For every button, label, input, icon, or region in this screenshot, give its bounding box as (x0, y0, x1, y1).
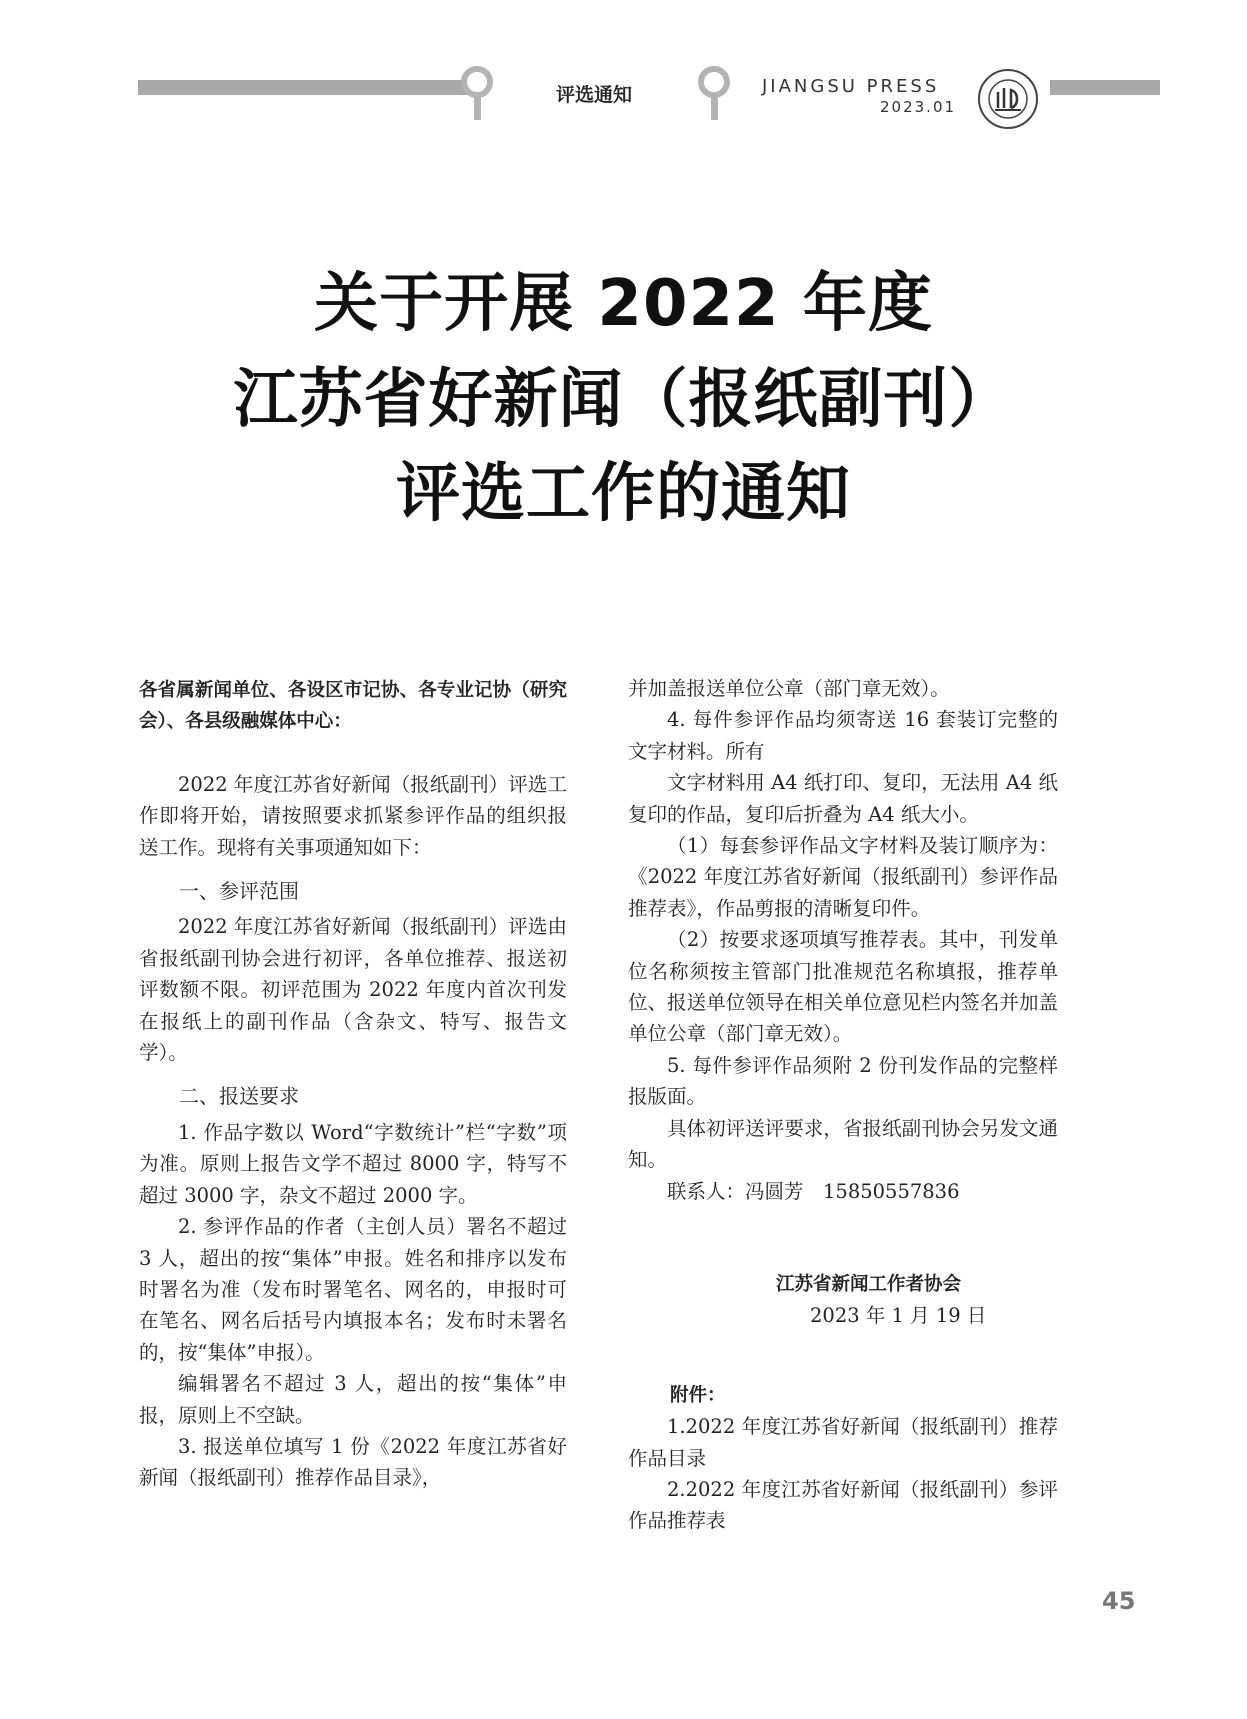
requirement-item-1: 1. 作品字数以 Word“字数统计”栏“字数”项为准。原则上报告文学不超过 8000 字，特写不超过 3000 字，杂文不超过 2000 字。 (139, 1120, 567, 1207)
sub-item-2: （2）按要求逐项填写推荐表。其中，刊发单位名称须按主管部门批准规范名称填报，推荐单位、报送单位领导在相关单位意见栏内签名并加盖单位公章（部门章无效）。 (628, 928, 1058, 1046)
left-column (139, 675, 567, 1494)
section-label: 评选通知 (556, 84, 633, 106)
title-line-2: 江苏省好新闻（报纸副刊） (233, 363, 1014, 437)
requirement-item-4: 4. 每件参评作品均须寄送 16 套装订完整的文字材料。所有 (628, 708, 1058, 763)
title-line-1: 关于开展 2022 年度 (314, 267, 933, 341)
title-line-3: 评选工作的通知 (396, 457, 851, 531)
requirement-item-4-continued: 文字材料用 A4 纸打印、复印，无法用 A4 纸复印的作品，复印后折叠为 A4 纸大小。 (628, 771, 1058, 826)
page-number: 45 (1102, 1587, 1136, 1615)
issue-date: 2023 年 1 月 19 日 (810, 1304, 987, 1328)
pin-stem-right (711, 96, 718, 120)
intro-paragraph: 2022 年度江苏省好新闻（报纸副刊）评选工作即将开始，请按照要求抓紧参评作品的组织报送工作。现将有关事项通知如下： (139, 772, 567, 859)
issue-number: 2023.01 (880, 98, 957, 116)
attachment-2: 2.2022 年度江苏省好新闻（报纸副刊）参评作品推荐表 (628, 1477, 1058, 1533)
section-heading-scope: 一、参评范围 (179, 879, 299, 904)
requirement-item-5: 5. 每件参评作品须附 2 份刊发作品的完整样报版面。 (628, 1053, 1058, 1109)
magazine-name: JIANGSU PRESS (762, 76, 940, 97)
attachments-label: 附件： (670, 1384, 726, 1406)
pin-stem-left (474, 96, 481, 120)
requirement-item-2-editor: 编辑署名不超过 3 人，超出的按“集体”申报，原则上不空缺。 (139, 1372, 567, 1427)
association-seal-logo (977, 68, 1039, 130)
item-3-continued: 并加盖报送单位公章（部门章无效）。 (628, 677, 950, 700)
pin-ornament-right (698, 66, 730, 98)
notice-paragraph: 具体初评送评要求，省报纸副刊协会另发文通知。 (628, 1116, 1058, 1172)
section-heading-requirements: 二、报送要求 (179, 1084, 299, 1109)
contact-line: 联系人：冯圆芳 15850557836 (667, 1179, 960, 1203)
recipients: 各省属新闻单位、各设区市记协、各专业记协（研究会）、各县级融媒体中心： (139, 680, 567, 733)
right-column (628, 673, 1058, 1537)
sub-item-1: （1）每套参评作品文字材料及装订顺序为：《2022 年度江苏省好新闻（报纸副刊）参评作品推荐表》，作品剪报的清晰复印件。 (628, 834, 1058, 920)
header-rule-left (138, 80, 468, 95)
pin-ornament-left (461, 66, 493, 98)
issuing-organization: 江苏省新闻工作者协会 (776, 1273, 962, 1295)
scope-paragraph: 2022 年度江苏省好新闻（报纸副刊）评选由省报纸副刊协会进行初评，各单位推荐、报送初评数额不限。初评范围为 2022 年度内首次刊发在报纸上的副刊作品（含杂文、特写、报告文学）。 (139, 915, 567, 1065)
requirement-item-3: 3. 报送单位填写 1 份《2022 年度江苏省好新闻（报纸副刊）推荐作品目录》， (139, 1434, 567, 1490)
attachment-1: 1.2022 年度江苏省好新闻（报纸副刊）推荐作品目录 (628, 1415, 1058, 1470)
requirement-item-2: 2. 参评作品的作者（主创人员）署名不超过 3 人，超出的按“集体”申报。姓名和排序以发布时署名为准（发布时署笔名、网名的，申报时可在笔名、网名后括号内填报本名；发布时未署名的，按“集体”申报）。 (139, 1215, 567, 1364)
header-rule-right (1050, 80, 1160, 95)
